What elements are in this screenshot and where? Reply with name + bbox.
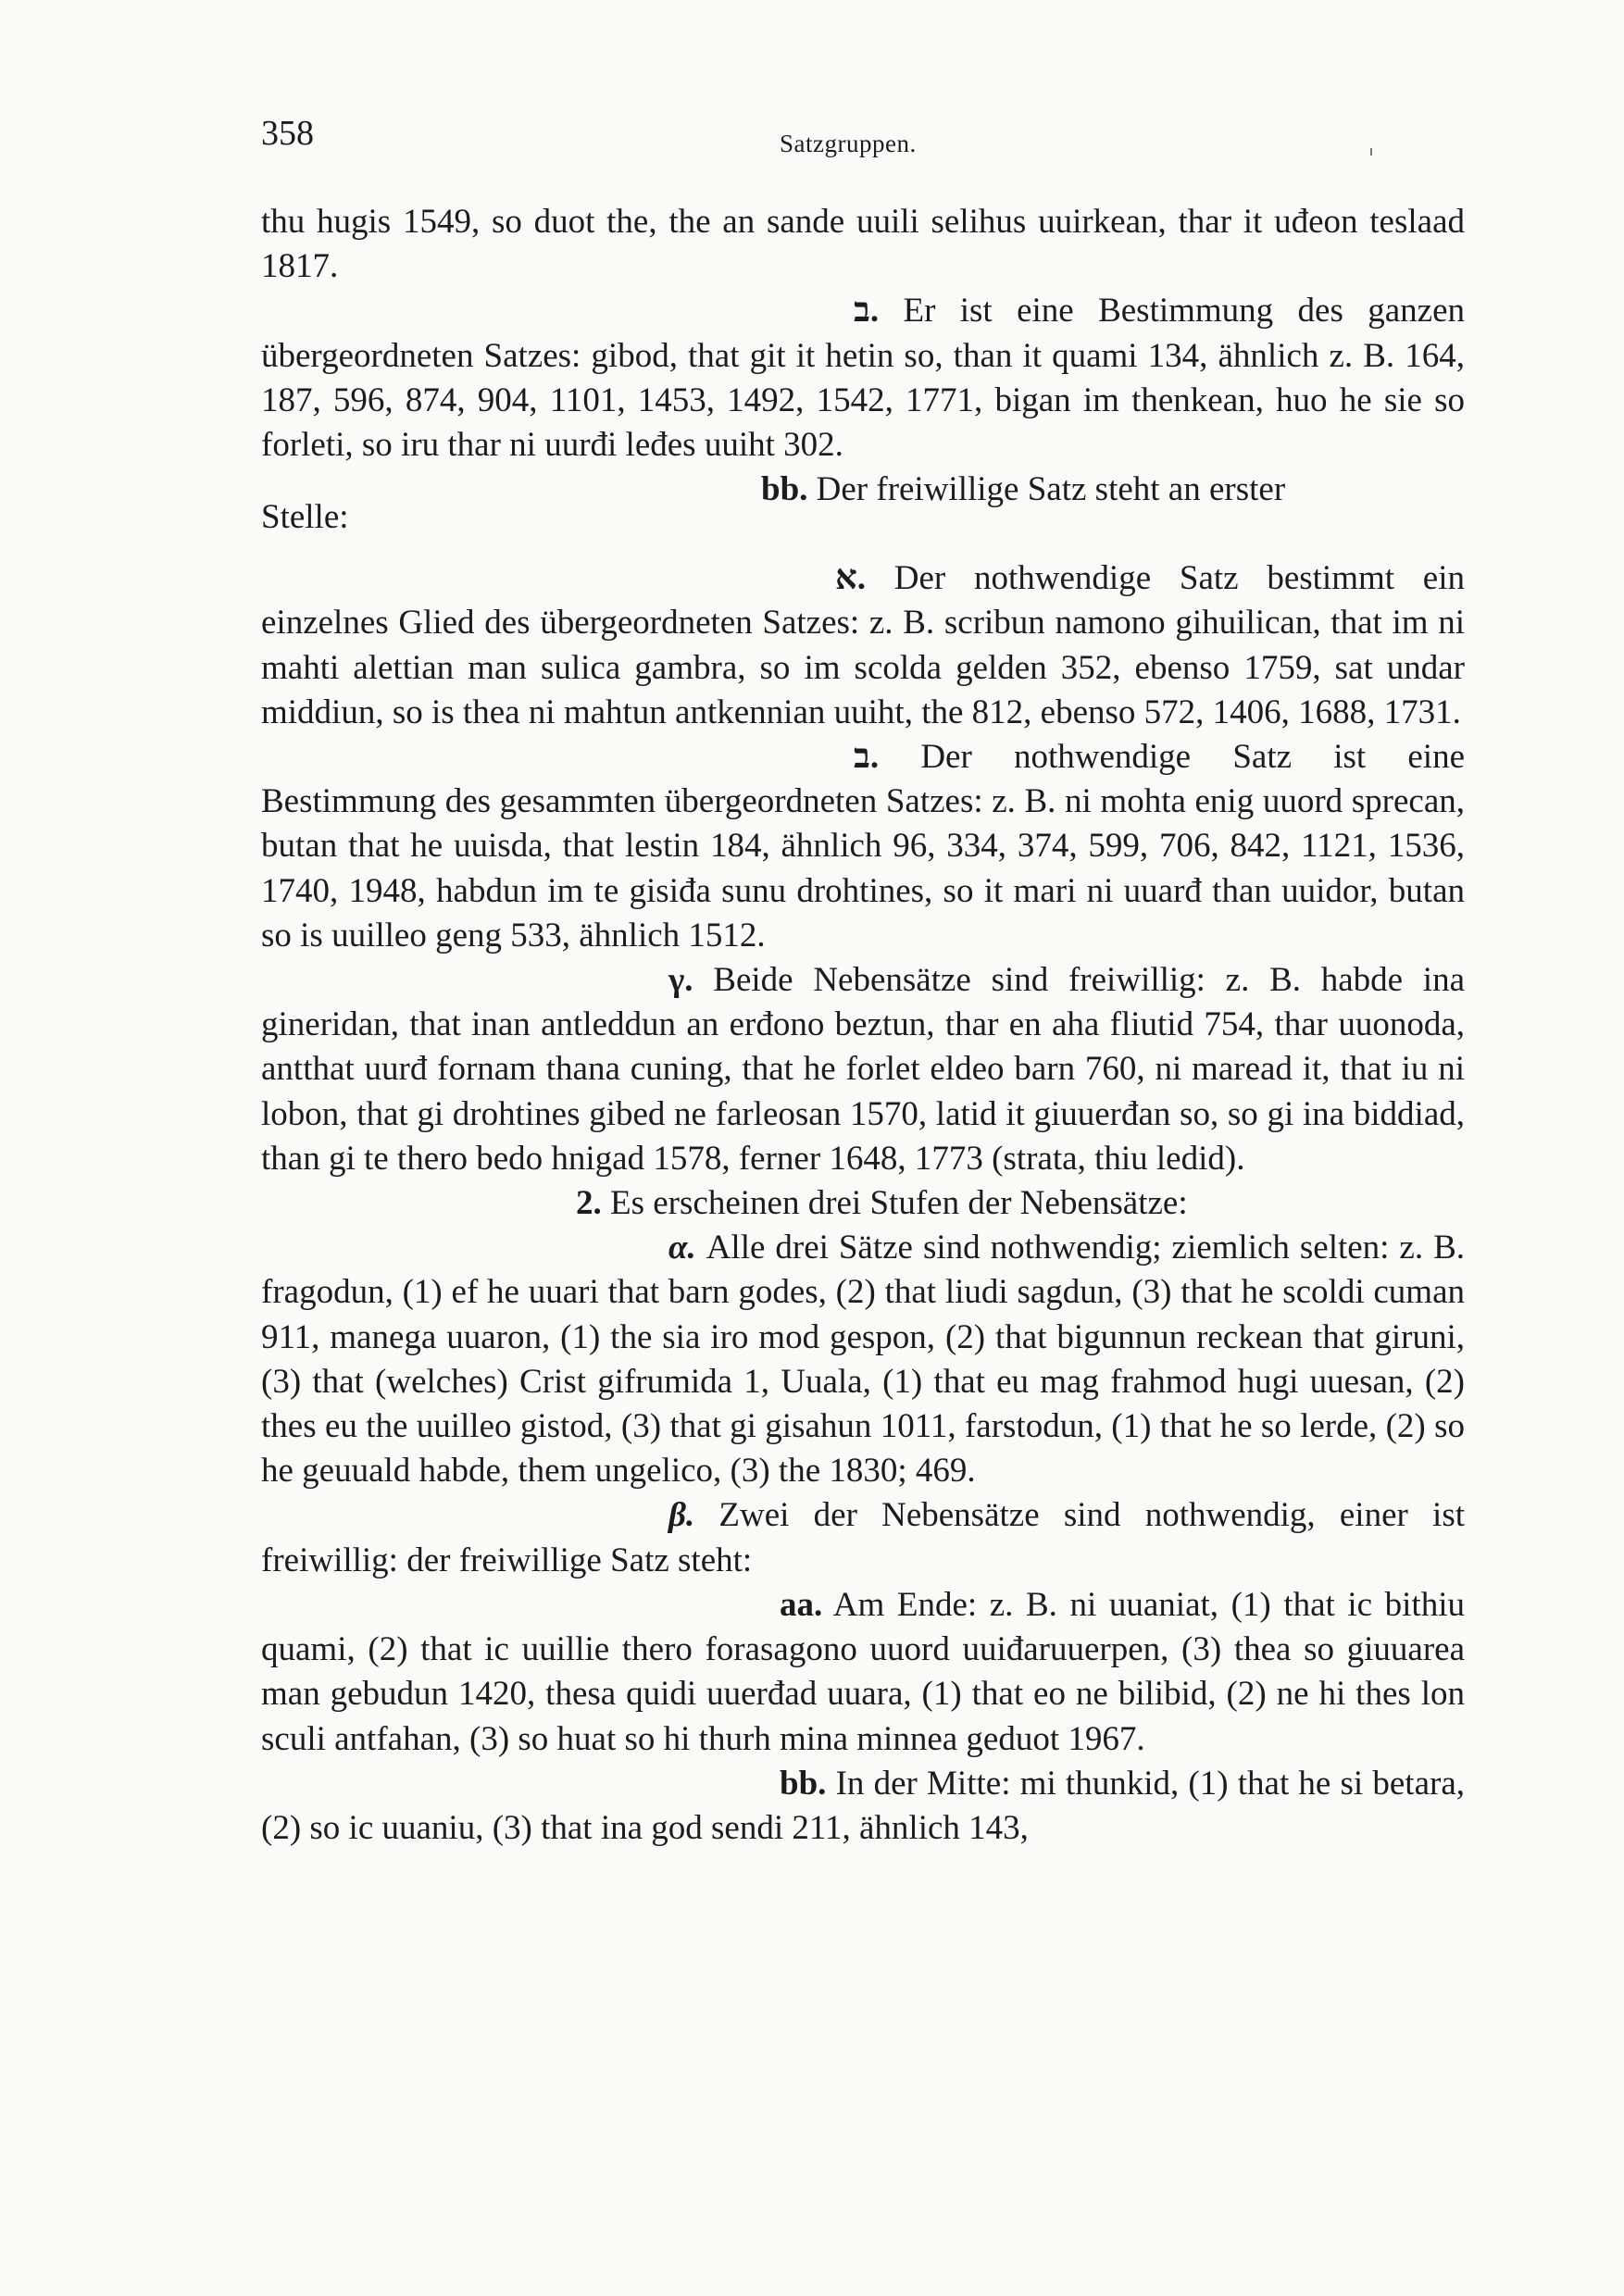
page-header xyxy=(261,113,1465,168)
section-marker: 2. xyxy=(576,1184,602,1223)
paragraph-2 xyxy=(261,289,1465,468)
paragraph-4 xyxy=(261,556,1465,735)
paragraph-6 xyxy=(261,958,1465,1181)
paragraph-11 xyxy=(261,1762,1465,1851)
paragraph-3 xyxy=(261,468,1465,556)
running-title: Satzgruppen. xyxy=(780,130,917,157)
paragraph-text: Zwei der Nebensätze sind nothwendig, einer ist freiwillig: der freiwillige Satz steht: xyxy=(261,1496,1465,1579)
paragraph-text: Am Ende: z. B. ni uuaniat, (1) that ic bithiu quami, (2) that ic uuillie thero forasagono uuord uuiđaruuerpen, (3) thea so giuuarea man gebudun 1420, thesa quidi uuerđad uuara, (1) that eo ne bilibid, (2) ne hi thes lon sculi antfahan, (3) so huat so hi thurh mina minnea geduot 1967. xyxy=(261,1585,1465,1758)
paragraph-text: In der Mitte: mi thunkid, (1) that he si betara, (2) so ic uuaniu, (3) that ina god sendi 211, ähnlich 143, xyxy=(261,1764,1465,1847)
section-marker: bb. xyxy=(761,470,808,509)
page-number: 358 xyxy=(261,114,314,153)
section-marker: γ. xyxy=(668,961,693,1000)
paragraph-1 xyxy=(261,200,1465,289)
paragraph-text: Beide Nebensätze sind freiwillig: z. B. habde ina gineridan, that inan antleddun an erđono beztun, thar en aha fliutid 754, thar uuonoda, antthat uurđ fornam thana cuning, that he forlet eldeo barn 760, ni maread it, that iu ni lobon, that gi drohtines gibed ne farleosan 1570, latid it giuuerđan so, so gi ina biddiad, than gi te thero bedo hnigad 1578, ferner 1648, 1773 (strata, thiu ledid). xyxy=(261,961,1466,1178)
paragraph-8 xyxy=(261,1226,1465,1493)
margin-mark xyxy=(1370,148,1372,156)
paragraph-text: Der nothwendige Satz ist eine Bestimmung des gesammten übergeordneten Satzes: z. B. ni mohta enig uuord sprecan, butan that he uuisda, that lestin 184, ähnlich 96, 334, 374, 599, 706, 842, 1121, 1536, 1740, 1948, habdun im te gisiđa sunu drohtines, so it mari ni uuarđ than uuidor, butan so is uuilleo geng 533, ähnlich 1512. xyxy=(261,738,1466,955)
paragraph-text: Der nothwendige Satz bestimmt ein einzelnes Glied des übergeordneten Satzes: z. B. scribun namono gihuilican, that im ni mahti alettian man sulica gambra, so im scolda gelden 352, ebenso 1759, sat undar middiun, so is thea ni mahtun antkennian uuiht, the 812, ebenso 572, 1406, 1688, 1731. xyxy=(261,559,1466,731)
paragraph-text: Der freiwillige Satz steht an erster xyxy=(816,470,1286,509)
section-marker: ב. xyxy=(854,738,880,777)
page-body xyxy=(261,200,1465,1851)
paragraph-text: thu hugis 1549, so duot the, the an sande uuili selihus uuirkean, thar it uđeon teslaad 1817. xyxy=(261,203,1465,286)
section-marker: bb. xyxy=(780,1764,827,1803)
paragraph-7 xyxy=(261,1181,1465,1226)
paragraph-text: Alle drei Sätze sind nothwendig; ziemlich selten: z. B. fragodun, (1) ef he uuari that barn godes, (2) that liudi sagdun, (3) that he scoldi cuman 911, manega uuaron, (1) the sia iro mod gespon, (2) that bigunnun reckean that giruni, (3) that (welches) Crist gifrumida 1, Uuala, (1) that eu mag frahmod hugi uuesan, (2) thes eu the uuilleo gistod, (3) that gi gisahun 1011, farstodun, (1) that he so lerde, (2) so he geuuald habde, them ungelico, (3) the 1830; 469. xyxy=(261,1229,1465,1491)
section-marker: α. xyxy=(668,1229,696,1267)
paragraph-10 xyxy=(261,1583,1465,1762)
paragraph-5 xyxy=(261,735,1465,958)
paragraph-continuation: Stelle: xyxy=(261,498,349,537)
section-marker: β. xyxy=(668,1496,695,1535)
paragraph-text: Es erscheinen drei Stufen der Nebensätze: xyxy=(610,1184,1188,1223)
section-marker: ב. xyxy=(854,292,880,331)
section-marker: א. xyxy=(835,559,867,598)
paragraph-9 xyxy=(261,1493,1465,1582)
paragraph-text: Er ist eine Bestimmung des ganzen übergeordneten Satzes: gibod, that git it hetin so, than it quami 134, ähnlich z. B. 164, 187, 596, 874, 904, 1101, 1453, 1492, 1542, 1771, bigan im thenkean, huo he sie so forleti, so iru thar ni uurđi leđes uuiht 302. xyxy=(261,292,1466,465)
section-marker: aa. xyxy=(780,1585,823,1624)
